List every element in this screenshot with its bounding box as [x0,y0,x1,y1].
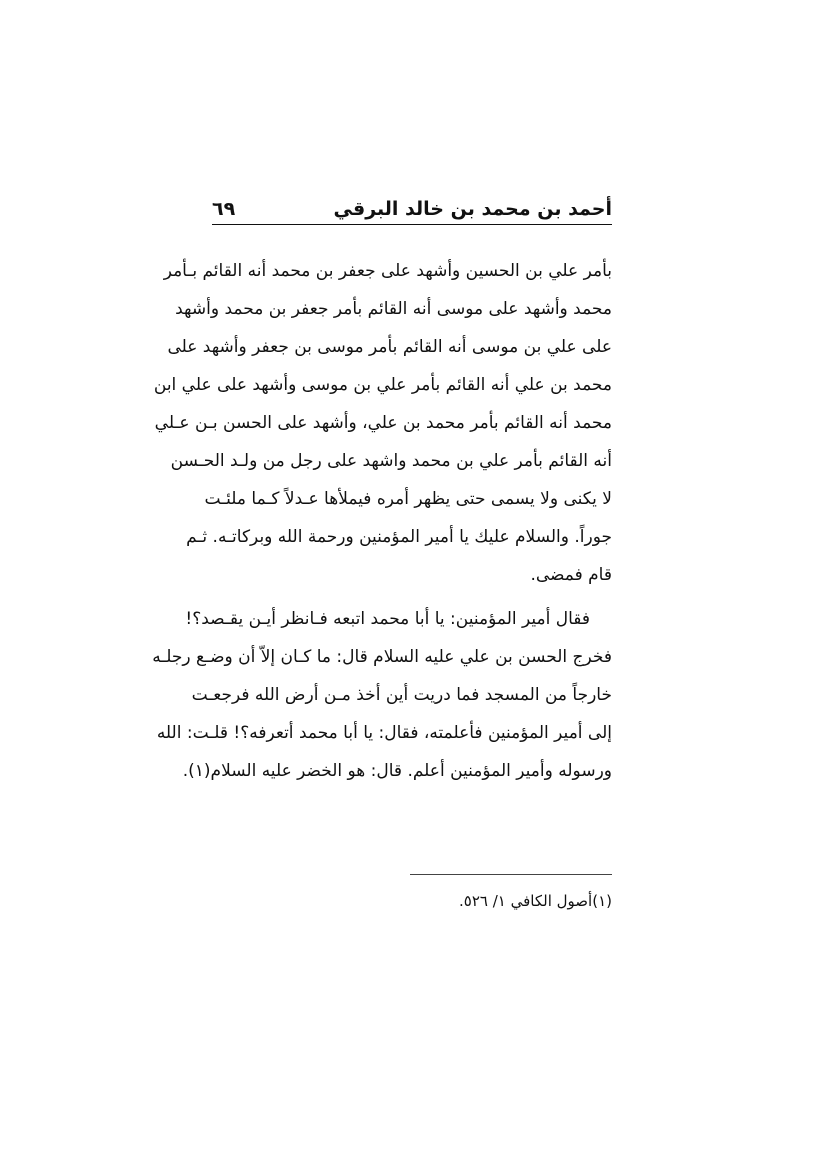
text-line: ورسوله وأمير المؤمنين أعلم. قال: هو الخضر عليه السلام(١). [182,761,612,781]
text-line: بأمر علي بن الحسين وأشهد على جعفر بن محمد أنه القائم بـأمر [163,261,612,281]
text-line: أنه القائم بأمر علي بن محمد واشهد على رجل من ولـد الحـسن [170,451,612,471]
text-line: فقال أمير المؤمنين: يا أبا محمد اتبعه فـانظر أيـن يقـصد؟! [185,609,590,629]
paragraph-1 [153,252,612,594]
text-line: خارجاً من المسجد فما دريت أين أخذ مـن أرض الله فرجعـت [191,685,612,705]
header-divider [212,224,612,225]
paragraph-2 [152,600,612,790]
text-line: فخرج الحسن بن علي عليه السلام قال: ما كـان إلاّ أن وضـع رجلـه [152,647,612,667]
footnote-divider [410,874,612,875]
text-line: قام فمضى. [530,565,612,585]
text-line: إلى أمير المؤمنين فأعلمته، فقال: يا أبا محمد أتعرفه؟! قلـت: الله [156,723,612,743]
text-line: محمد أنه القائم بأمر محمد بن علي، وأشهد على الحسن بـن عـلي [154,413,612,433]
text-line: لا يكنى ولا يسمى حتى يظهر أمره فيملأها عـدلاً كـما ملئـت [204,489,612,509]
text-line: جوراً. والسلام عليك يا أمير المؤمنين ورحمة الله وبركاتـه. ثـم [186,527,612,547]
text-line: محمد بن علي أنه القائم بأمر علي بن موسى وأشهد على علي ابن [153,375,612,395]
footnote: (١)أصول الكافي ١/ ٥٢٦. [459,892,612,910]
header-title: أحمد بن محمد بن خالد البرقي [333,198,612,220]
running-header [212,196,612,222]
text-line: على علي بن موسى أنه القائم بأمر موسى بن جعفر وأشهد على [167,337,612,357]
text-line: محمد وأشهد على موسى أنه القائم بأمر جعفر بن محمد وأشهد [175,299,612,319]
page-number: ٦٩ [212,198,236,220]
main-text [152,252,612,790]
